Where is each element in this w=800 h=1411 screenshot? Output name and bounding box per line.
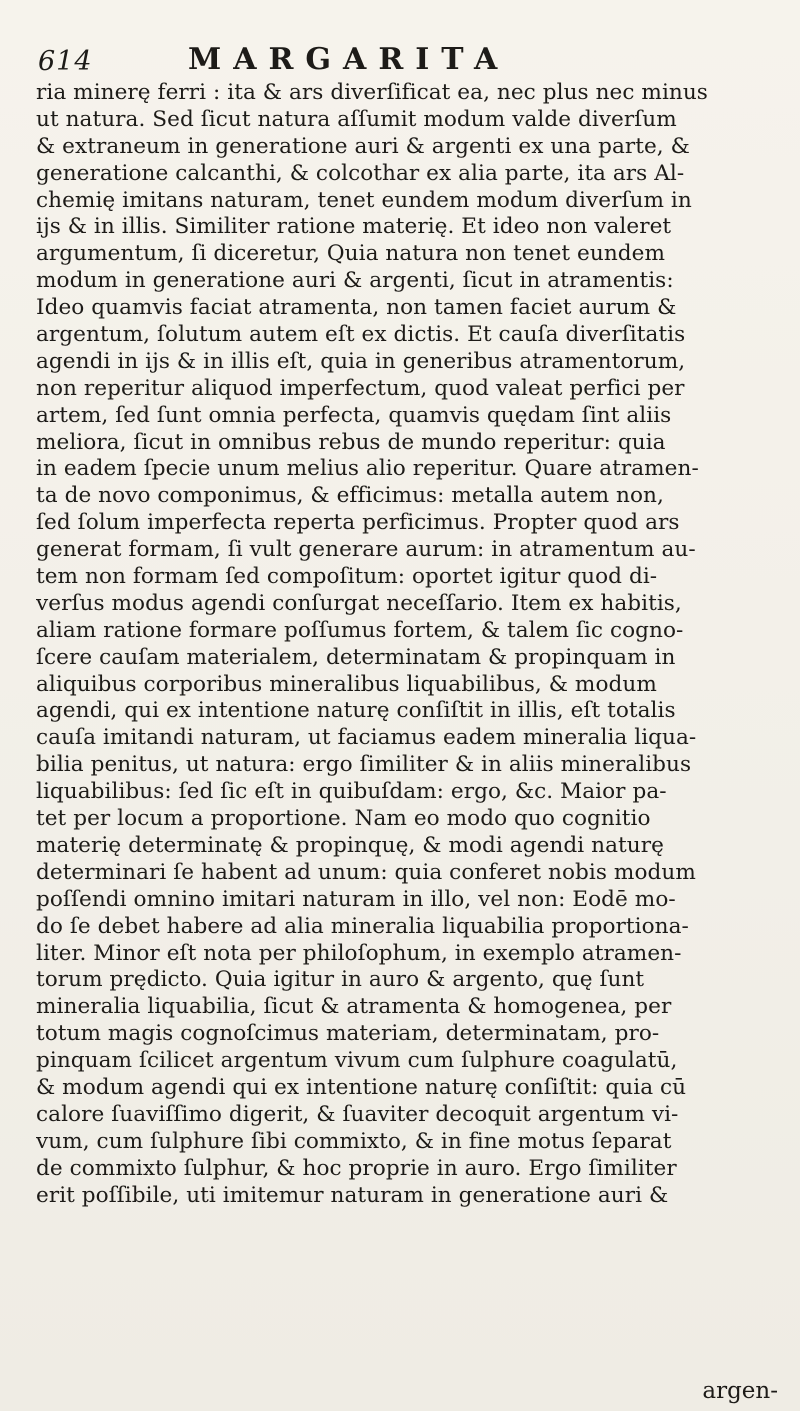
text-line: argentum, ſolutum autem eſt ex dictis. Et cauſa diverſitatis bbox=[36, 322, 686, 348]
text-line: modum in generatione auri & argenti, ſicut in atramentis: bbox=[36, 268, 674, 294]
page-number: 614 bbox=[38, 46, 93, 77]
text-line: meliora, ſicut in omnibus rebus de mundo reperitur: quia bbox=[36, 429, 666, 455]
text-line: agendi in ijs & in illis eſt, quia in generibus atramentorum, bbox=[36, 348, 686, 374]
text-line: & modum agendi qui ex intentione naturę conſiſtit: quia cū bbox=[36, 1074, 687, 1100]
text-line: bilia penitus, ut natura: ergo ſimiliter & in aliis mineralibus bbox=[36, 752, 692, 778]
text-line: totum magis cognoſcimus materiam, determinatam, pro- bbox=[36, 1021, 660, 1047]
text-line: ijs & in illis. Similiter ratione materię. Et ideo non valeret bbox=[36, 214, 672, 240]
text-line: artem, ſed ſunt omnia perfecta, quamvis quędam ſint aliis bbox=[36, 402, 672, 428]
text-line: argumentum, ſi diceretur, Quia natura non tenet eundem bbox=[36, 241, 666, 267]
running-title: MARGARITA bbox=[188, 42, 510, 77]
text-line: aliam ratione formare poſſumus fortem, & talem ſic cogno- bbox=[36, 617, 684, 643]
text-line: generat formam, ſi vult generare aurum: in atramentum au- bbox=[36, 537, 696, 563]
text-line: pinquam ſcilicet argentum vivum cum ſulphure coagulatū, bbox=[36, 1048, 678, 1074]
text-line: determinari ſe habent ad unum: quia conferet nobis modum bbox=[36, 859, 696, 885]
text-line: & extraneum in generatione auri & argenti ex una parte, & bbox=[36, 133, 690, 159]
body-text bbox=[36, 80, 784, 1209]
text-line: Ideo quamvis faciat atramenta, non tamen faciet aurum & bbox=[36, 295, 677, 321]
text-line: ria minerę ferri : ita & ars diverſificat ea, nec plus nec minus bbox=[36, 80, 708, 105]
text-line: in eadem ſpecie unum melius alio reperitur. Quare atramen- bbox=[36, 456, 699, 482]
text-line: agendi, qui ex intentione naturę conſiſtit in illis, eſt totalis bbox=[36, 698, 676, 724]
text-line: ta de novo componimus, & efficimus: metalla autem non, bbox=[36, 483, 664, 509]
text-line: liter. Minor eſt nota per philoſophum, in exemplo atramen- bbox=[36, 940, 682, 966]
text-line: generatione calcanthi, & colcothar ex alia parte, ita ars Al- bbox=[36, 160, 685, 186]
text-line: cauſa imitandi naturam, ut faciamus eadem mineralia liqua- bbox=[36, 725, 697, 751]
text-line: mineralia liquabilia, ſicut & atramenta & homogenea, per bbox=[36, 994, 672, 1020]
text-line: do ſe debet habere ad alia mineralia liquabilia proportiona- bbox=[36, 913, 689, 939]
text-line: de commixto ſulphur, & hoc proprie in auro. Ergo ſimiliter bbox=[36, 1155, 677, 1181]
catchword: argen- bbox=[702, 1378, 778, 1404]
page-header bbox=[38, 42, 778, 78]
text-line: tem non formam ſed compoſitum: oportet igitur quod di- bbox=[36, 564, 658, 590]
text-line: liquabilibus: ſed ſic eſt in quibuſdam: ergo, &c. Maior pa- bbox=[36, 779, 667, 805]
text-line: calore ſuaviſſimo digerit, & ſuaviter decoquit argentum vi- bbox=[36, 1101, 679, 1127]
text-line: ſed ſolum imperfecta reperta perficimus. Propter quod ars bbox=[36, 510, 680, 536]
text-line: chemię imitans naturam, tenet eundem modum diverſum in bbox=[36, 187, 692, 213]
text-line: erit poſſibile, uti imitemur naturam in generatione auri & bbox=[36, 1182, 669, 1208]
text-line: materię determinatę & propinquę, & modi agendi naturę bbox=[36, 832, 664, 858]
text-line: non reperitur aliquod imperfectum, quod valeat perfici per bbox=[36, 375, 685, 401]
text-line: vum, cum ſulphure ſibi commixto, & in fine motus ſeparat bbox=[36, 1128, 672, 1154]
text-line: tet per locum a proportione. Nam eo modo quo cognitio bbox=[36, 806, 651, 832]
text-line: aliquibus corporibus mineralibus liquabilibus, & modum bbox=[36, 671, 657, 697]
text-line: verſus modus agendi conſurgat neceſſario. Item ex habitis, bbox=[36, 590, 682, 616]
text-line: torum prędicto. Quia igitur in auro & argento, quę ſunt bbox=[36, 967, 645, 993]
text-line: ut natura. Sed ſicut natura aſſumit modum valde diverſum bbox=[36, 106, 677, 132]
text-line: ſcere cauſam materialem, determinatam & propinquam in bbox=[36, 644, 676, 670]
text-line: poſſendi omnino imitari naturam in illo, vel non: Eodē mo- bbox=[36, 886, 676, 912]
